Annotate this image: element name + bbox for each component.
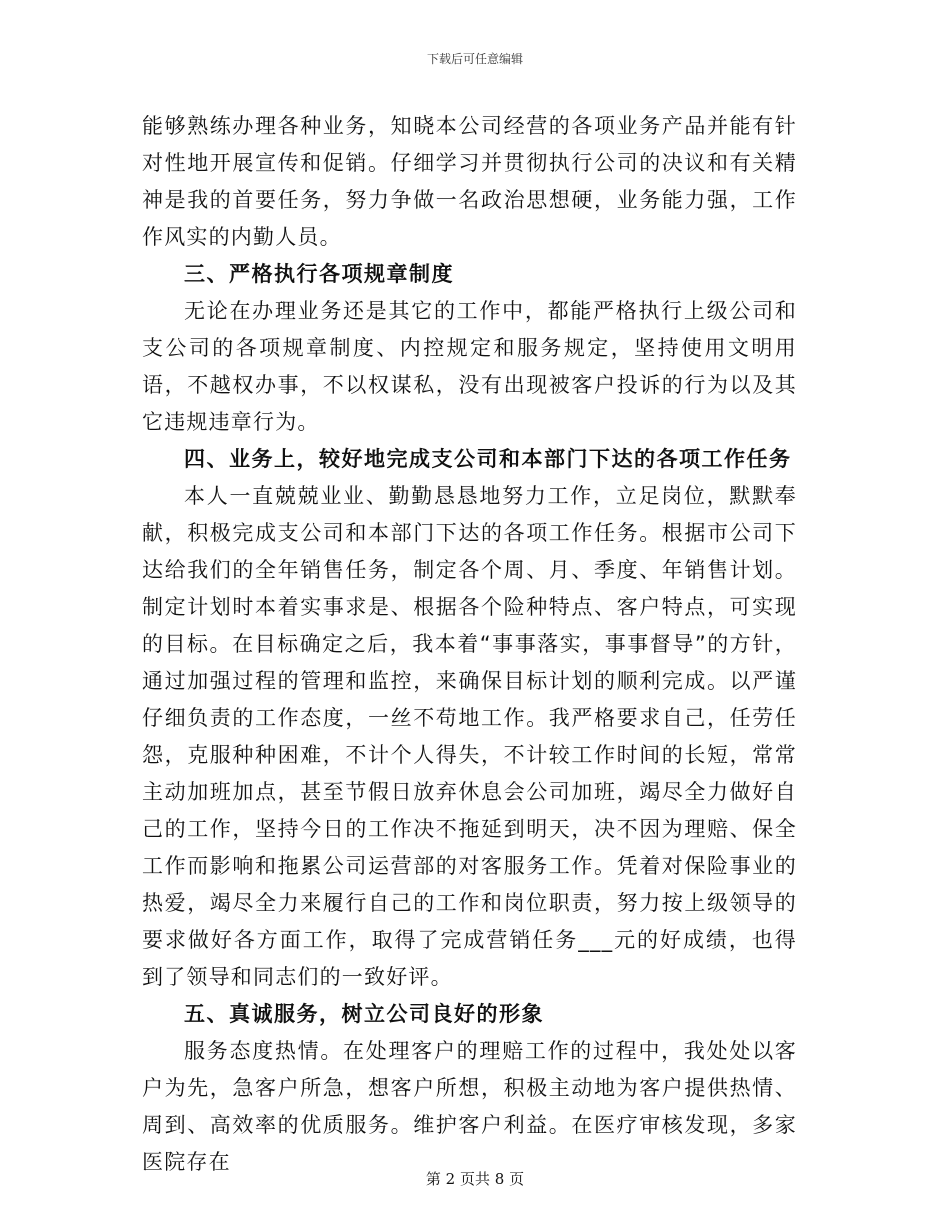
- document-body: [142, 108, 797, 1181]
- paragraph-section-4: 本人一直兢兢业业、勤勤恳恳地努力工作，立足岗位，默默奉献，积极完成支公司和本部门下达的各项工作任务。根据市公司下达给我们的全年销售任务，制定各个周、月、季度、年销售计划。制定计划时本着实事求是、根据各个险种特点、客户特点，可实现的目标。在目标确定之后，我本着“事事落实，事事督导”的方针，通过加强过程的管理和监控，来确保目标计划的顺利完成。以严谨仔细负责的工作态度，一丝不苟地工作。我严格要求自己，任劳任怨，克服种种困难，不计个人得失，不计较工作时间的长短，常常主动加班加点，甚至节假日放弃休息会公司加班，竭尽全力做好自己的工作，坚持今日的工作决不拖延到明天，决不因为理赔、保全工作而影响和拖累公司运营部的对客服务工作。凭着对保险事业的热爱，竭尽全力来履行自己的工作和岗位职责，努力按上级领导的要求做好各方面工作，取得了完成营销任务___元的好成绩，也得到了领导和同志们的一致好评。: [142, 484, 797, 989]
- section-heading-5: 五、真诚服务，树立公司良好的形象: [184, 1002, 544, 1026]
- page-footer: 第 2 页共 8 页: [425, 1170, 525, 1188]
- paragraph-intro: 能够熟练办理各种业务，知晓本公司经营的各项业务产品并能有针对性地开展宣传和促销。仔细学习并贯彻执行公司的决议和有关精神是我的首要任务，努力争做一名政治思想硬，业务能力强，工作作风实的内勤人员。: [142, 114, 797, 249]
- section-heading-4: 四、业务上，较好地完成支公司和本部门下达的各项工作任务: [184, 447, 792, 471]
- paragraph-section-5: 服务态度热情。在处理客户的理赔工作的过程中，我处处以客户为先，急客户所急，想客户所想，积极主动地为客户提供热情、周到、高效率的优质服务。维护客户利益。在医疗审核发现，多家医院存在: [142, 1039, 797, 1174]
- section-heading-3: 三、严格执行各项规章制度: [184, 262, 454, 286]
- paragraph-section-3: 无论在办理业务还是其它的工作中，都能严格执行上级公司和支公司的各项规章制度、内控规定和服务规定，坚持使用文明用语，不越权办事，不以权谋私，没有出现被客户投诉的行为以及其它违规违章行为。: [142, 299, 797, 434]
- page-header: 下载后可任意编辑: [426, 52, 523, 66]
